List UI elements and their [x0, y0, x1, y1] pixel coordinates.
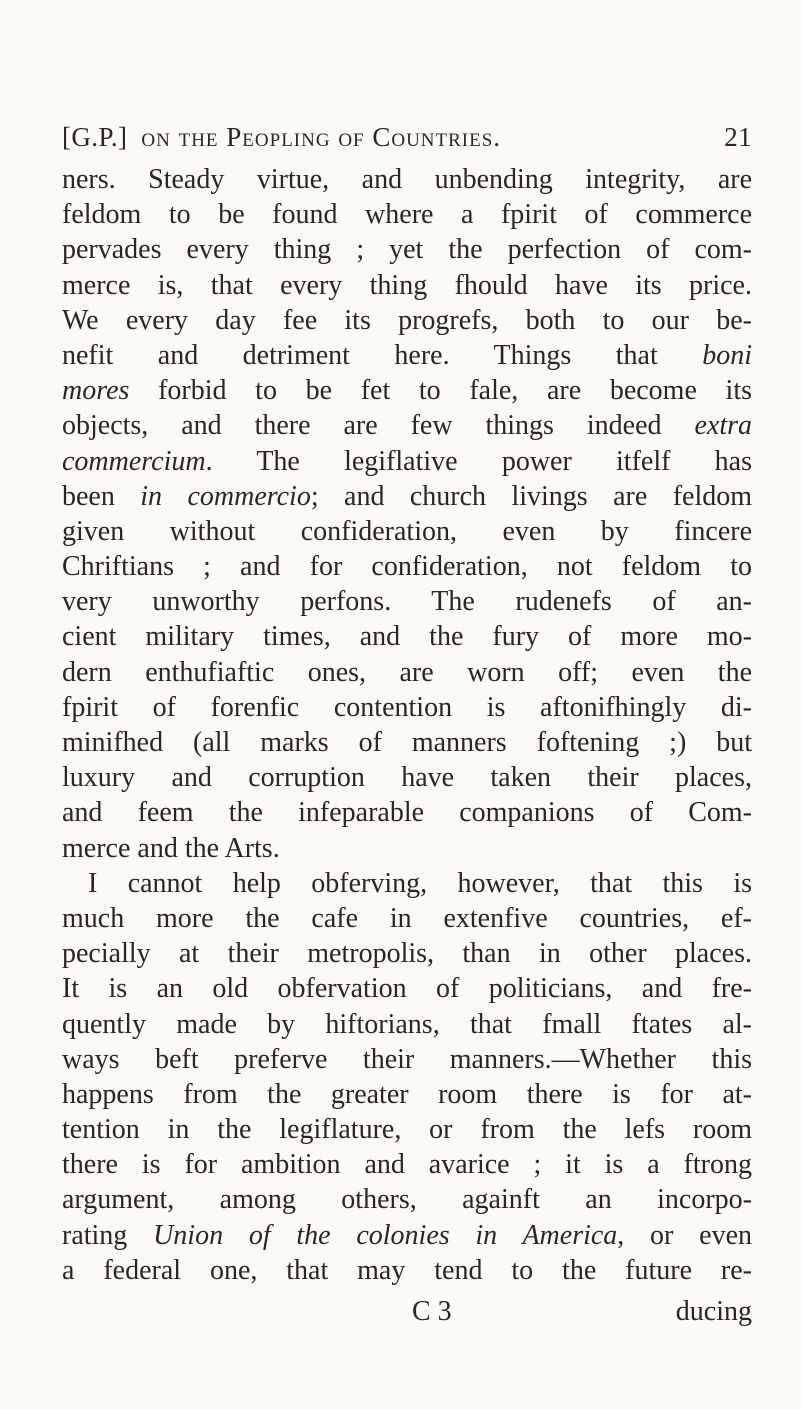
running-header — [62, 122, 752, 153]
text-line: pecially at their metropolis, than in other places. — [62, 938, 752, 970]
text-line: mores forbid to be fet to fale, are become its — [62, 375, 752, 407]
text-line: a federal one, that may tend to the future re- — [62, 1254, 752, 1286]
italic-in-commercio: in commercio — [140, 480, 311, 512]
text-line: luxury and corruption have taken their places, — [62, 762, 752, 794]
text-line: argument, among others, againft an incorpo- — [62, 1184, 752, 1216]
text-line: pervades every thing ; yet the perfection of com- — [62, 234, 752, 266]
text-line: tention in the legiflature, or from the lefs room — [62, 1114, 752, 1146]
italic-boni: boni — [702, 339, 752, 371]
text-line: I cannot help obferving, however, that this is — [88, 867, 752, 899]
text-line: We every day fee its progrefs, both to our be- — [62, 304, 752, 336]
text-line: nefit and detriment here. Things that boni — [62, 339, 752, 371]
running-title: on the Peopling of Countries. — [141, 122, 502, 152]
text-line: dern enthufiaftic ones, are worn off; even the — [62, 656, 752, 688]
italic-union: Union of the colonies in America — [153, 1219, 618, 1251]
text-line: It is an old obfervation of politicians, and fre- — [62, 973, 752, 1005]
text-line: objects, and there are few things indeed extra — [62, 410, 752, 442]
text-line: commercium. The legiflative power itfelf has — [62, 445, 752, 477]
text-line: very unworthy perfons. The rudenefs of an- — [62, 586, 752, 618]
text-line: there is for ambition and avarice ; it is a ftrong — [62, 1149, 752, 1181]
page-footer — [62, 1294, 752, 1330]
text-line: cient military times, and the fury of more mo- — [62, 621, 752, 653]
italic-extra: extra — [694, 410, 752, 442]
text-line: quently made by hiftorians, that fmall ftates al- — [62, 1008, 752, 1040]
text-line: rating Union of the colonies in America, or even — [62, 1219, 752, 1251]
text-line: merce is, that every thing fhould have its price. — [62, 269, 752, 301]
text-line: merce and the Arts. — [62, 832, 280, 864]
text-line: and feem the infeparable companions of Com- — [62, 797, 752, 829]
text-line: much more the cafe in extenfive countries, ef- — [62, 902, 752, 934]
signature-mark: C 3 — [412, 1296, 452, 1327]
text-line: ners. Steady virtue, and unbending integrity, are — [62, 164, 752, 195]
text-line: Chriftians ; and for confideration, not feldom to — [62, 551, 752, 583]
italic-commercium: commercium — [62, 445, 206, 477]
text-line: been in commercio; and church livings are feldom — [62, 480, 752, 512]
text-line: ways beft preferve their manners.—Whether this — [62, 1043, 752, 1075]
header-signature: [G.P.] — [62, 122, 128, 152]
italic-mores: mores — [62, 375, 130, 407]
catchword: ducing — [675, 1296, 752, 1327]
page-number: 21 — [724, 122, 752, 152]
text-line: feldom to be found where a fpirit of commerce — [62, 199, 752, 231]
text-line: given without confideration, even by fincere — [62, 515, 752, 547]
text-line: fpirit of forenfic contention is aftonifhingly di- — [62, 691, 752, 723]
body-text — [62, 162, 752, 1288]
text-line: minifhed (all marks of manners foftening ;) but — [62, 727, 752, 758]
text-line: happens from the greater room there is for at- — [62, 1078, 752, 1110]
